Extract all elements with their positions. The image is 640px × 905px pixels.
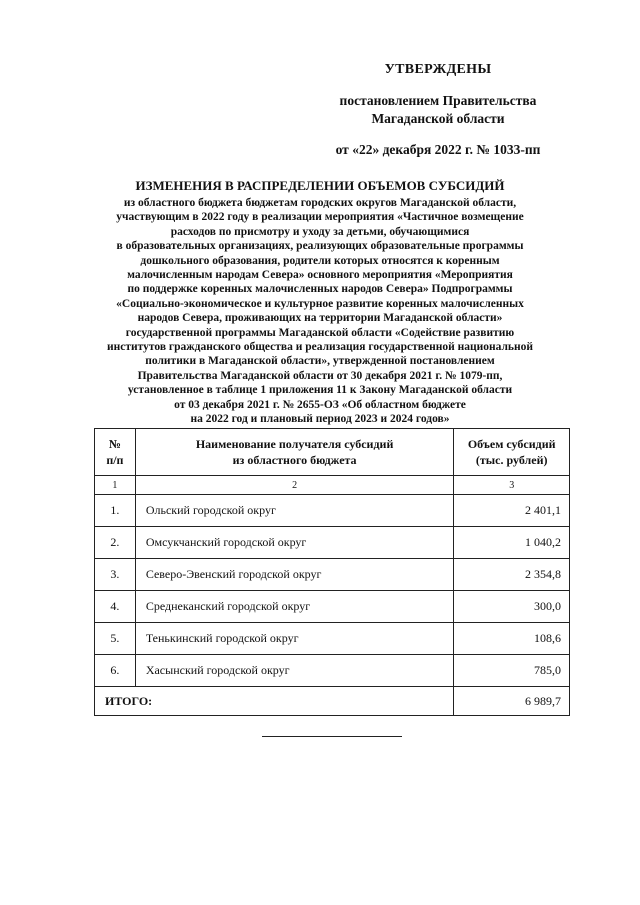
header-value-line-2: (тыс. рублей): [475, 453, 548, 467]
subtitle-line: в образовательных организациях, реализующих образовательные программы: [116, 240, 524, 253]
table-row: [95, 559, 570, 591]
document-subtitle: [70, 196, 570, 427]
table-header-row: [95, 429, 570, 476]
subtitle-line: малочисленным народам Севера» основного мероприятия «Мероприятия: [127, 269, 513, 282]
recipient-name: Ольский городской округ: [135, 495, 454, 527]
table-row: [95, 495, 570, 527]
approval-block: [328, 62, 548, 158]
header-name-line-1: Наименование получателя субсидий: [195, 437, 394, 451]
table-row: [95, 527, 570, 559]
row-number: 1.: [95, 495, 136, 527]
subtitle-line: «Социально-экономическое и культурное развитие коренных малочисленных: [116, 297, 524, 310]
subsidy-table: [94, 428, 570, 716]
header-value: [454, 429, 570, 476]
header-value-line-1: Объем субсидий: [467, 437, 556, 451]
header-name-line-2: из областного бюджета: [232, 453, 357, 467]
subsidy-value: 2 354,8: [454, 559, 570, 591]
subtitle-line: от 03 декабря 2021 г. № 2655-ОЗ «Об областном бюджете: [174, 398, 466, 411]
header-num-line-2: п/п: [106, 453, 124, 467]
closing-divider-line: [262, 736, 402, 737]
recipient-name: Омсукчанский городской округ: [135, 527, 454, 559]
total-value: 6 989,7: [454, 687, 570, 716]
header-num: [95, 429, 136, 476]
subtitle-line: участвующим в 2022 году в реализации мероприятия «Частичное возмещение: [116, 211, 524, 224]
column-index: 1: [95, 476, 136, 495]
header-name: [135, 429, 454, 476]
subtitle-line: расходов по присмотру и уходу за детьми, обучающимися: [170, 225, 470, 238]
subtitle-line: народов Севера, проживающих на территории Магаданской области»: [137, 312, 503, 325]
row-number: 6.: [95, 655, 136, 687]
subtitle-line: Правительства Магаданской области от 30 декабря 2021 г. № 1079-пп,: [137, 369, 503, 382]
subtitle-line: политики в Магаданской области», утвержденной постановлением: [145, 355, 495, 368]
row-number: 3.: [95, 559, 136, 591]
subsidy-value: 785,0: [454, 655, 570, 687]
subsidy-value: 1 040,2: [454, 527, 570, 559]
recipient-name: Среднеканский городской округ: [135, 591, 454, 623]
subtitle-line: государственной программы Магаданской области «Содействие развитию: [125, 326, 515, 339]
subtitle-line: по поддержке коренных малочисленных народов Севера» Подпрограммы: [127, 283, 513, 296]
approval-line-2: Магаданской области: [371, 111, 505, 126]
subtitle-line: институтов гражданского общества и реализация государственной национальной: [107, 341, 533, 354]
approval-heading: УТВЕРЖДЕНЫ: [384, 62, 492, 77]
subtitle-line: на 2022 год и плановый период 2023 и 2024 годов»: [190, 413, 450, 426]
total-label: ИТОГО:: [95, 687, 454, 716]
approval-line-1: постановлением Правительства: [339, 93, 537, 108]
subsidy-value: 108,6: [454, 623, 570, 655]
total-row: [95, 687, 570, 716]
subtitle-line: установленное в таблице 1 приложения 11 к Закону Магаданской области: [127, 384, 513, 397]
approval-date: от «22» декабря 2022 г. № 1033-пп: [335, 142, 541, 157]
header-num-line-1: №: [108, 437, 121, 451]
table-row: [95, 655, 570, 687]
table-row: [95, 623, 570, 655]
recipient-name: Хасынский городской округ: [135, 655, 454, 687]
column-index: 2: [135, 476, 454, 495]
table-row: [95, 591, 570, 623]
document-title: ИЗМЕНЕНИЯ В РАСПРЕДЕЛЕНИИ ОБЪЕМОВ СУБСИДИЙ: [135, 178, 505, 193]
column-index-row: [95, 476, 570, 495]
row-number: 5.: [95, 623, 136, 655]
recipient-name: Тенькинский городской округ: [135, 623, 454, 655]
subsidy-value: 300,0: [454, 591, 570, 623]
subtitle-line: дошкольного образования, родители которых относятся к коренным: [140, 254, 500, 267]
row-number: 4.: [95, 591, 136, 623]
subtitle-line: из областного бюджета бюджетам городских округов Магаданской области,: [123, 197, 517, 209]
column-index: 3: [454, 476, 570, 495]
row-number: 2.: [95, 527, 136, 559]
subsidy-value: 2 401,1: [454, 495, 570, 527]
recipient-name: Северо-Эвенский городской округ: [135, 559, 454, 591]
